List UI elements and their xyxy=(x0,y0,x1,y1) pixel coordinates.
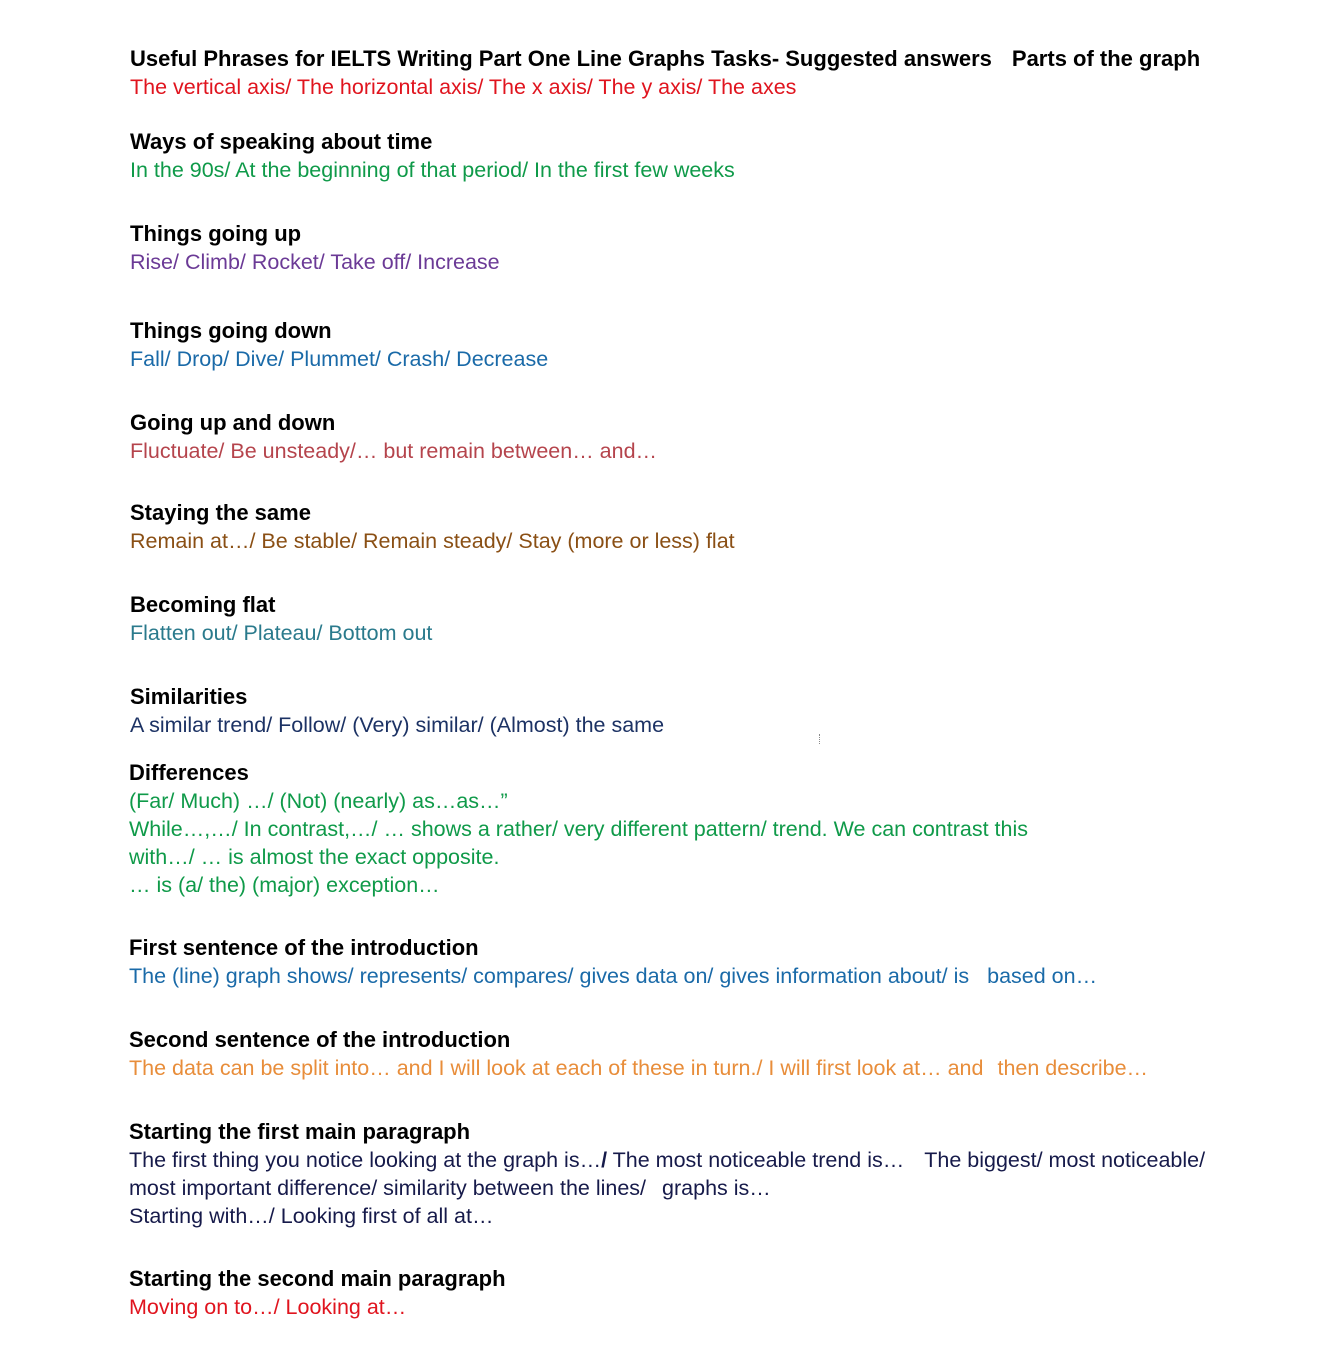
section-differences xyxy=(129,759,1319,899)
section-staying-same xyxy=(130,499,1320,555)
phrase-line: Flatten out/ Plateau/ Bottom out xyxy=(130,621,433,645)
phrase-slash: / xyxy=(601,1148,608,1172)
phrase-text-tail: graphs is… xyxy=(662,1176,771,1200)
section-intro-first-sentence xyxy=(129,934,1319,990)
phrase-line: Rise/ Climb/ Rocket/ Take off/ Increase xyxy=(130,250,500,274)
phrase-line: In the 90s/ At the beginning of that period/ In the first few weeks xyxy=(130,158,735,182)
phrase-text-tail: based on… xyxy=(987,964,1098,988)
section-heading: Going up and down xyxy=(130,410,336,435)
phrase-line: Fall/ Drop/ Dive/ Plummet/ Crash/ Decrease xyxy=(130,347,549,371)
section-parts-of-graph xyxy=(130,45,1320,101)
phrase-text-tail: then describe… xyxy=(997,1056,1149,1080)
phrase-line: Starting with…/ Looking first of all at… xyxy=(129,1204,494,1228)
section-heading: Differences xyxy=(129,760,249,785)
phrase-text: most important difference/ similarity between the lines/ xyxy=(129,1176,647,1200)
section-heading: Starting the second main paragraph xyxy=(129,1266,506,1291)
section-time xyxy=(130,128,1320,184)
section-intro-second-sentence xyxy=(129,1026,1319,1082)
document-title-row xyxy=(130,45,1320,73)
phrase-text-tail: The biggest/ most noticeable/ xyxy=(924,1148,1206,1172)
phrase-line: The vertical axis/ The horizontal axis/ The x axis/ The y axis/ The axes xyxy=(130,75,797,99)
section-similarities xyxy=(130,683,1320,739)
section-heading: First sentence of the introduction xyxy=(129,935,479,960)
phrase-line xyxy=(129,1174,1324,1202)
phrase-line: While…,…/ In contrast,…/ … shows a rather/ very different pattern/ trend. We can contrast this xyxy=(129,817,1028,841)
phrase-line: with…/ … is almost the exact opposite. xyxy=(129,845,500,869)
section-heading: Starting the first main paragraph xyxy=(129,1119,471,1144)
section-heading: Second sentence of the introduction xyxy=(129,1027,511,1052)
phrase-line xyxy=(129,962,1319,990)
section-heading: Things going up xyxy=(130,221,302,246)
phrase-line: A similar trend/ Follow/ (Very) similar/ (Almost) the same xyxy=(130,713,665,737)
section-heading: Ways of speaking about time xyxy=(130,129,433,154)
phrase-text: The (line) graph shows/ represents/ compares/ gives data on/ gives information about/ is xyxy=(129,964,970,988)
section-heading: Staying the same xyxy=(130,500,311,525)
phrase-line: Fluctuate/ Be unsteady/… but remain between… and… xyxy=(130,439,658,463)
section-second-main-paragraph xyxy=(129,1265,1319,1321)
phrase-line xyxy=(129,1054,1319,1082)
section-heading: Things going down xyxy=(130,318,332,343)
section-going-down xyxy=(130,317,1320,373)
section-heading: Similarities xyxy=(130,684,248,709)
document-title: Useful Phrases for IELTS Writing Part One Line Graphs Tasks- Suggested answers xyxy=(130,46,992,71)
phrase-line: Moving on to…/ Looking at… xyxy=(129,1295,407,1319)
phrase-text: The data can be split into… and I will look at each of these in turn./ I will first look at… and xyxy=(129,1056,984,1080)
section-becoming-flat xyxy=(130,591,1320,647)
phrase-line: … is (a/ the) (major) exception… xyxy=(129,873,440,897)
phrase-text: The most noticeable trend is… xyxy=(607,1148,905,1172)
phrase-line: (Far/ Much) …/ (Not) (nearly) as…as…” xyxy=(129,789,508,813)
phrase-line xyxy=(129,1146,1324,1174)
section-heading-parts: Parts of the graph xyxy=(1011,46,1201,71)
phrase-text: The first thing you notice looking at the graph is… xyxy=(129,1148,602,1172)
stray-mark xyxy=(819,734,822,744)
section-up-and-down xyxy=(130,409,1320,465)
section-going-up xyxy=(130,220,1320,276)
section-heading: Becoming flat xyxy=(130,592,276,617)
section-first-main-paragraph xyxy=(129,1118,1324,1230)
phrase-line: Remain at…/ Be stable/ Remain steady/ Stay (more or less) flat xyxy=(130,529,735,553)
